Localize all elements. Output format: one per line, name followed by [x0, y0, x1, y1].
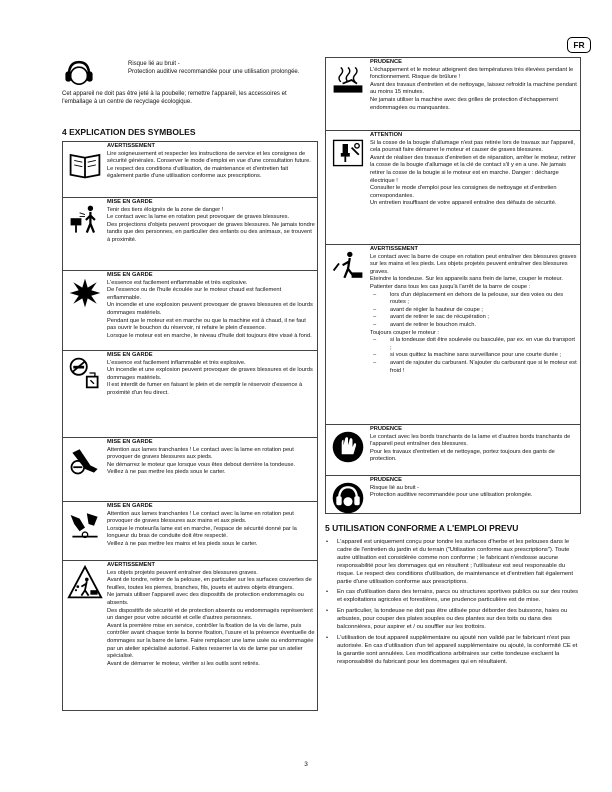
- list-item: – avant de régler la hauteur de coupe ;: [370, 307, 578, 315]
- symbol-text: Pendant que le moteur est en marche ou que la machine est à chaud, il ne faut pas ouvrir le bouchon du réservoir, ni refaire le plein d'essence.: [107, 317, 306, 332]
- symbol-box-read-manual: [62, 141, 318, 199]
- spark-plug-icon: [330, 135, 366, 171]
- symbol-box-keep-distance: [62, 197, 318, 272]
- symbol-title: AVERTISSEMENT: [107, 562, 155, 568]
- engine-off-list: [370, 337, 578, 375]
- symbol-text: De l'essence ou de l'huile écoulée sur le moteur chaud est facilement enflammable.: [107, 287, 282, 301]
- list-item: • L'utilisation de tout appareil supplémentaire ou ajouté non validé par le fabricant n'est pas autorisée. En cas d'utilisation d'un tel appareil supplémentaire ou ajouté, la conformité CE et la garantie sont annulées. Les modifications arbitraires sur cette tondeuse excluent la responsabilité du fabricant pour les dommages qui en résultaient.: [325, 635, 579, 667]
- noise-title: Risque lié au bruit -: [128, 61, 180, 67]
- symbol-text: Ne jamais utiliser l'appareil avec des dispositifs de protection endommagés ou absents.: [107, 592, 304, 606]
- symbol-box-hearing: [325, 475, 581, 514]
- symbol-box-blade-stop: [325, 244, 581, 426]
- symbol-text: Attention aux lames tranchantes ! Le contact avec la lame en rotation peut provoquer de graves blessures aux mains et aux pieds.: [107, 510, 294, 525]
- symbol-text: Lire soigneusement et respecter les instructions de service et les consignes de sécurité générales. Conserver le mode d'emploi en vue d'une consultation future.: [107, 150, 311, 165]
- language-badge: FR: [567, 37, 591, 53]
- symbol-text: Lorsque le moteur est en marche, le niveau d'huile doit toujours être vissé à fond.: [107, 332, 312, 339]
- symbol-text: L'essence est facilement enflammable et très explosive.: [107, 279, 248, 286]
- gloves-icon: [330, 429, 366, 465]
- symbol-text: Tenir des tiers éloignés de la zone de danger !: [107, 206, 224, 213]
- symbol-text: Veillez à ne pas mettre les pieds sous le carter.: [107, 469, 226, 476]
- symbol-title: PRUDENCE: [370, 426, 402, 432]
- manual-book-icon: [67, 146, 103, 182]
- symbol-text: Le respect des conditions d'utilisation, de maintenance et d'entretien fait également partie d'une utilisation conforme aux prescriptions.: [107, 165, 289, 180]
- symbol-text: Risque lié au bruit -: [370, 484, 419, 491]
- thrown-objects-icon: [67, 565, 103, 601]
- symbol-text: Le contact avec les bords tranchants de la lame et d'autres bords tranchants de l'appareil peut entraîner des blessures.: [370, 433, 571, 448]
- waste-text: Cet appareil ne doit pas être jeté à la poubelle; remettre l'appareil, les accessoires et l'emballage à un centre de recyclage écologique.: [62, 91, 287, 105]
- blade-stop-icon: [330, 249, 366, 285]
- symbol-text: L'échappement et le moteur atteignent des températures très élevées pendant le fonctionnement. Risque de brûlure !: [370, 66, 574, 81]
- intro-noise-text: [128, 60, 318, 76]
- symbol-text: Il est interdit de fumer en faisant le plein et de remplir le réservoir d'essence à proximité d'un feu direct.: [107, 382, 303, 396]
- symbol-text: Avant la première mise en service, contrôler la fixation de la vis de lame, puis contrôler avant chaque tonte la bonne fixation, l'usure et la présence éventuelle de dommages sur la barre de lame. Faire remplacer une lame usée ou endommagée par un atelier spécialisé autorisé. Faites resserrer la vis de lame par un atelier spécialisé.: [107, 622, 315, 660]
- symbol-text: Des projections d'objets peuvent provoquer de graves blessures. Ne jamais tondre tandis que des personnes, en particulier des enfants ou des animaux, se trouvent à proximité.: [107, 221, 315, 243]
- list-item: – si la tondeuse doit être soulevée ou basculée, par ex. en vue du transport ;: [370, 337, 578, 352]
- symbol-text: Ne démarrez le moteur que lorsque vous êtes debout derrière la tondeuse.: [107, 461, 296, 468]
- section-5-bullets: [325, 539, 579, 670]
- symbol-box-thrown-objects: [62, 560, 318, 711]
- symbol-text: Des dispositifs de sécurité et de protection absents ou endommagés représentent un danger pour votre sécurité et celle d'autres personnes.: [107, 607, 313, 622]
- hearing-protection-icon: [330, 480, 366, 516]
- symbol-box-blade-hand: [62, 501, 318, 562]
- symbol-text: Avant de tondre, retirer de la pelouse, en particulier sur les surfaces couvertes de feuilles, toutes les pierres, branches, fils, jouets et autres objets étrangers.: [107, 577, 312, 591]
- list-item: – avant de retirer le bouchon mulch.: [370, 322, 578, 330]
- symbol-title: MISE EN GARDE: [107, 272, 153, 278]
- symbol-title: PRUDENCE: [370, 477, 402, 483]
- symbol-title: ATTENTION: [370, 132, 403, 138]
- symbol-title: MISE EN GARDE: [107, 352, 153, 358]
- symbol-box-blade-foot: [62, 437, 318, 503]
- symbol-text: Lorsque le moteur/la lame est en marche, l'espace de sécurité donné par la longueur du bras de conduite doit être respecté.: [107, 525, 297, 540]
- blade-hand-icon: [67, 506, 103, 542]
- no-smoking-icon: [67, 355, 103, 391]
- section-5-heading: 5 UTILISATION CONFORME A L'EMPLOI PREVU: [325, 523, 519, 533]
- symbol-title: MISE EN GARDE: [107, 503, 153, 509]
- symbol-box-gloves: [325, 424, 581, 477]
- symbol-text: Un incendie et une explosion peuvent provoquer de graves blessures et de lourds dommages matériels.: [107, 367, 313, 381]
- symbol-text: Les objets projetés peuvent entraîner des blessures graves.: [107, 569, 258, 576]
- symbol-text: Un incendie et une explosion peuvent provoquer de graves blessures et de lourds dommages matériels.: [107, 302, 313, 316]
- symbol-text: L'essence est facilement inflammable et très explosive.: [107, 359, 246, 366]
- blade-foot-icon: [67, 442, 103, 478]
- symbol-text: Avant de réaliser des travaux d'entretien et de réparation, arrêter le moteur, retirer la cosse de la bougie d'allumage et la clé de contact s'il y en a une. Ne jamais retirer la cosse de la bougie si le moteur est en marche. Danger : décharge électrique !: [370, 154, 576, 184]
- symbol-text: Un entretien insuffisant de votre appareil entraîne des défauts de sécurité.: [370, 200, 557, 207]
- symbol-text: Toujours couper le moteur :: [370, 329, 439, 336]
- symbol-box-no-smoking: [62, 350, 318, 439]
- keep-distance-icon: [67, 202, 103, 238]
- symbol-text: Veillez à ne pas mettre les mains et les pieds sous le carter.: [107, 540, 258, 547]
- list-item: • En particulier, la tondeuse ne doit pas être utilisée pour déborder des buissons, haies ou arbustes, pour couper des plates souples ou des plantes sur des toits ou dans des balconnières, pour aspirer et / ou souffler sur les trottoirs.: [325, 608, 579, 632]
- symbol-text: Protection auditive recommandée pour une utilisation prolongée.: [370, 492, 533, 499]
- symbol-text: Consulter le mode d'emploi pour les consignes de nettoyage et d'entretien correspondantes.: [370, 185, 557, 199]
- hearing-protection-icon: [62, 57, 96, 91]
- symbol-title: MISE EN GARDE: [107, 439, 153, 445]
- page-number: 3: [304, 761, 308, 768]
- symbol-text: Si la cosse de la bougie d'allumage n'est pas retirée lors de travaux sur l'appareil, cela pourrait faire démarrer le moteur et causer de graves blessures.: [370, 139, 575, 154]
- symbol-title: AVERTISSEMENT: [107, 143, 155, 149]
- list-item: – si vous quittez la machine sans surveillance pour une courte durée ;: [370, 352, 578, 360]
- list-item: • En cas d'utilisation dans des terrains, parcs ou structures sportives publics ou sur des routes et exploitations agricoles et forestières, une prudence particulière est de mise.: [325, 589, 579, 605]
- list-item: – avant de retirer le sac de récupération ;: [370, 314, 578, 322]
- symbol-text: Eteindre la tondeuse. Sur les appareils sans frein de lame, couper le moteur. Patienter dans tous les cas jusqu'à l'arrêt de la barre de coupe :: [370, 276, 563, 290]
- symbol-title: MISE EN GARDE: [107, 199, 153, 205]
- stop-conditions-list: [370, 292, 578, 330]
- symbol-text: Avant de démarrer le moteur, vérifier si les outils sont retirés.: [107, 660, 260, 667]
- symbol-box-spark-plug: [325, 130, 581, 246]
- explosion-icon: [67, 275, 103, 311]
- list-item: – lors d'un déplacement en dehors de la pelouse, sur des voies ou des routes ;: [370, 292, 578, 307]
- list-item: – avant de rajouter du carburant. N'ajouter du carburant que si le moteur est froid !: [370, 360, 578, 375]
- symbol-text: Pour les travaux d'entretien et de nettoyage, portez toujours des gants de protection.: [370, 448, 555, 463]
- symbol-title: AVERTISSEMENT: [370, 246, 418, 252]
- symbol-title: PRUDENCE: [370, 59, 402, 65]
- symbol-box-hot-surface: [325, 57, 581, 132]
- symbol-text: Attention aux lames tranchantes ! Le contact avec la lame en rotation peut provoquer de graves blessures aux pieds.: [107, 446, 294, 461]
- symbol-text: Le contact avec la barre de coupe en rotation peut entraîner des blessures graves sur les mains et les pieds. Les objets projetés peuvent entraîner des blessures graves.: [370, 253, 577, 275]
- section-4-heading: 4 EXPLICATION DES SYMBOLES: [62, 127, 196, 137]
- hot-surface-icon: [330, 62, 366, 98]
- symbol-text: Ne jamais utiliser la machine avec des grilles de protection d'échappement endommagées ou manquantes.: [370, 96, 558, 111]
- symbol-text: Le contact avec la lame en rotation peut provoquer de graves blessures.: [107, 214, 290, 221]
- symbol-box-explosion: [62, 270, 318, 352]
- noise-text: Protection auditive recommandée pour une utilisation prolongée.: [128, 69, 300, 75]
- list-item: • L'appareil est uniquement conçu pour tondre les surfaces d'herbe et les pelouses dans le cadre de l'entretien du jardin et du terrain ("Utilisation conforme aux prescriptions"). Toute autre utilisation est considérée comme non conforme ; le fabricant n'endosse aucune responsabilité pour les dommages qui en résultent ; l'utilisateur est seul responsable du risque. Le respect des conditions d'utilisation, de maintenance et d'entretien fait également partie d'une utilisation conforme aux prescriptions.: [325, 539, 579, 586]
- symbol-text: Avant des travaux d'entretien et de nettoyage, laissez refroidir la machine pendant au moins 15 minutes.: [370, 81, 577, 96]
